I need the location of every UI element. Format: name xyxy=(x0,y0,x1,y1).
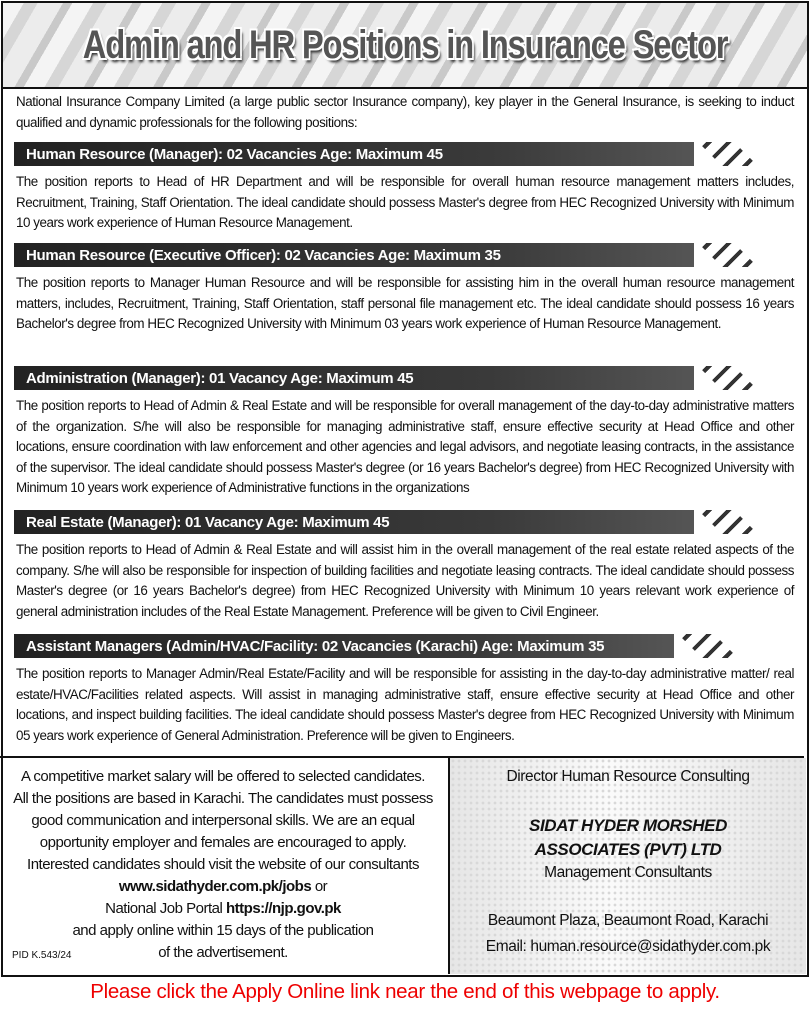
info-line: opportunity employer and females are encouraged to apply. xyxy=(39,834,407,851)
info-line: good communication and interpersonal skills. We are an equal xyxy=(31,812,415,829)
info-line: of the advertisement. xyxy=(158,944,288,961)
email[interactable]: Email: human.resource@sidathyder.com.pk xyxy=(485,938,771,955)
stripes-decoration xyxy=(698,510,758,534)
position-heading: Administration (Manager): 01 Vacancy Age: Maximum 45 xyxy=(14,366,694,390)
page-title: Admin and HR Positions in Insurance Sector xyxy=(82,22,728,67)
intro-text: National Insurance Company Limited (a large public sector Insurance company), key player in the General Insurance, is seeking to induct qualified and dynamic professionals for the following positions: xyxy=(16,94,794,130)
position-heading-bar xyxy=(14,510,758,534)
stripes-decoration xyxy=(698,366,758,390)
info-text: National Job Portal xyxy=(105,900,227,917)
position-heading-bar xyxy=(14,142,758,166)
consultant-info xyxy=(448,758,806,974)
position-heading: Real Estate (Manager): 01 Vacancy Age: Maximum 45 xyxy=(14,510,694,534)
position-heading: Human Resource (Executive Officer): 02 Vacancies Age: Maximum 35 xyxy=(14,243,694,267)
stripes-decoration xyxy=(698,142,758,166)
info-line: and apply online within 15 days of the publication xyxy=(72,922,374,939)
position-heading: Human Resource (Manager): 02 Vacancies Age: Maximum 45 xyxy=(14,142,694,166)
position-description: The position reports to Head of Admin & Real Estate and will assist him in the overall management of the real estate related aspects of the company. S/he will also be responsible for inspection of building facilities and negotiate leasing contracts. The ideal candidate should possess Master's degree (or 16 years Bachelor's degree) from HEC Recognized University with Minimum 10 years relevant work experience of general administration includes of the Real Estate Management. Preference will be given to Civil Engineer. xyxy=(16,542,794,619)
address: Beaumont Plaza, Beaumont Road, Karachi xyxy=(487,912,769,929)
application-info xyxy=(0,758,446,974)
website-link[interactable]: www.sidathyder.com.pk/jobs xyxy=(118,878,312,895)
position-heading-bar xyxy=(14,366,758,390)
position-description: The position reports to Manager Human Resource and will be responsible for assisting him in the overall human resource management matters, includes, Recruitment, Training, Staff Orientation, staff personal file management etc. The ideal candidate should possess 16 years Bachelor's degree from HEC Recognized University with Minimum 03 years work experience of Human Resource Management. xyxy=(16,275,794,331)
position-heading: Assistant Managers (Admin/HVAC/Facility: 02 Vacancies (Karachi) Age: Maximum 35 xyxy=(14,634,674,658)
apply-notice: Please click the Apply Online link near the end of this webpage to apply. xyxy=(90,980,720,1003)
position-description: The position reports to Manager Admin/Real Estate/Facility and will be responsible for assisting in the day-to-day administrative matter/ real estate/HVAC/Facilities related aspects. Will assist in managing administrative staff, ensure effective security at Head Office and other locations, and inspect building facilities. The ideal candidate should possess Master's degree from HEC Recognized University with Minimum 05 years work experience of General Administration. Preference will be given to Engineers. xyxy=(16,666,794,743)
pid-number: PID K.543/24 xyxy=(12,950,72,961)
info-line: All the positions are based in Karachi. The candidates must possess xyxy=(13,790,433,807)
info-line: Interested candidates should visit the website of our consultants xyxy=(27,856,419,873)
position-description: The position reports to Head of Admin & Real Estate and will be responsible for overall management of the day-to-day administrative matters of the organization. S/he will also be responsible for managing administrative staff, ensure effective security at Head Office and other locations, ensure coordination with law enforcement and other agencies and legal advisors, and negotiate leasing contracts, in the assistance of the supervisor. The ideal candidate should possess Master's degree (or 16 years Bachelor's degree) from HEC Recognized University with Minimum 10 years work experience of Administrative functions in the organizations xyxy=(16,398,794,495)
company-name: SIDAT HYDER MORSHED xyxy=(529,816,727,835)
title-banner xyxy=(3,3,807,89)
company-name: ASSOCIATES (PVT) LTD xyxy=(534,840,722,859)
info-text: or xyxy=(311,878,328,895)
director-title: Director Human Resource Consulting xyxy=(506,768,750,785)
position-heading-bar xyxy=(14,243,758,267)
position-description: The position reports to Head of HR Department and will be responsible for overall human resource management matters includes, Recruitment, Training, Staff Orientation. The ideal candidate should possess Master's degree from HEC Recognized University with Minimum 10 years work experience of Human Resource Management. xyxy=(16,174,794,230)
stripes-decoration xyxy=(698,243,758,267)
portal-link[interactable]: https://njp.gov.pk xyxy=(226,900,341,917)
info-line: A competitive market salary will be offered to selected candidates. xyxy=(21,768,425,785)
company-tagline: Management Consultants xyxy=(544,864,712,881)
position-heading-bar xyxy=(14,634,738,658)
stripes-decoration xyxy=(678,634,738,658)
